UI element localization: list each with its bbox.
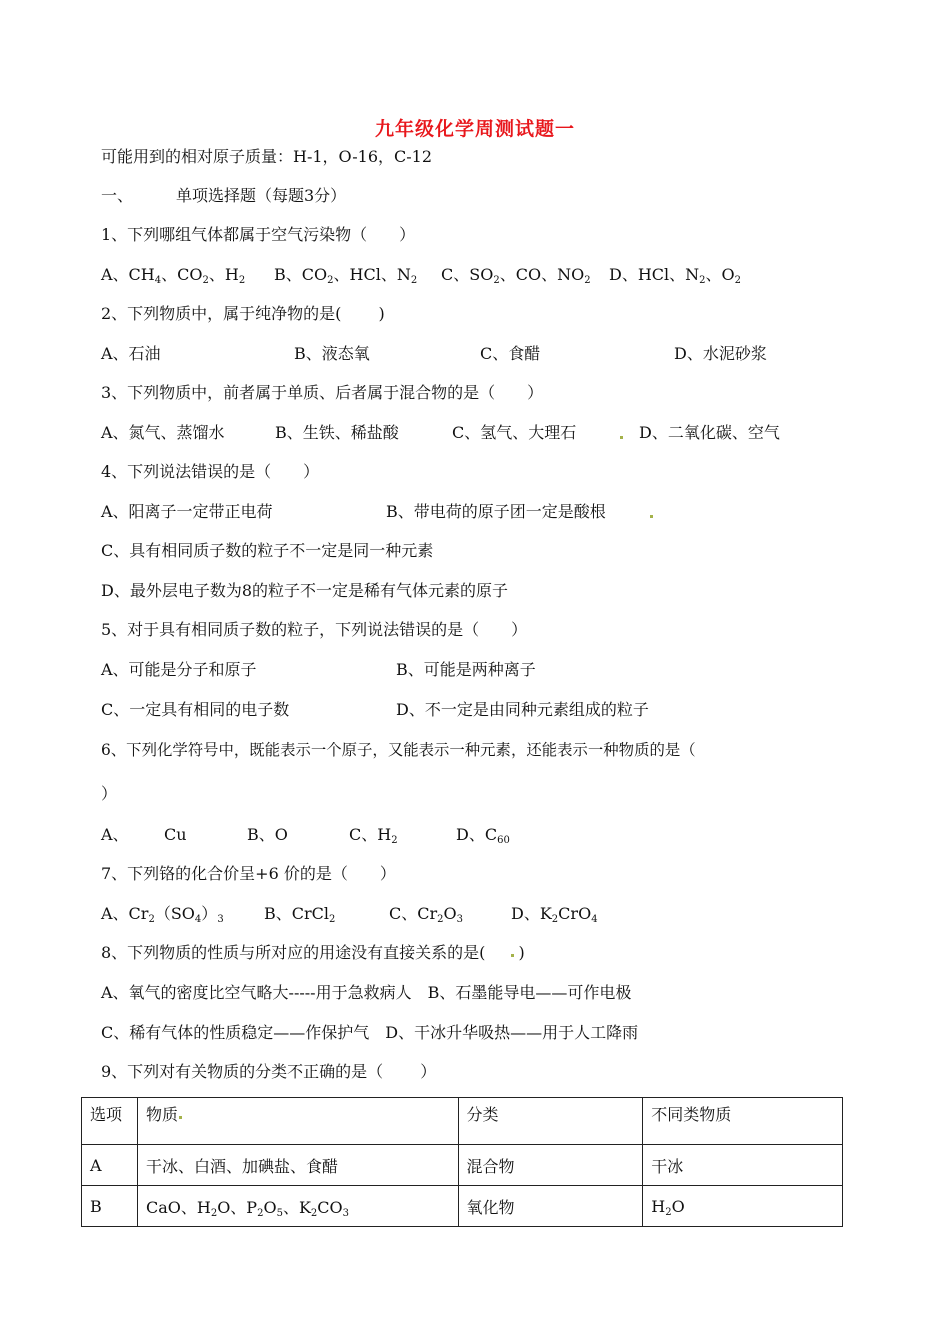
q7-option-c: C、$Cr_2O_3$	[389, 904, 464, 925]
stray-dot	[650, 515, 653, 518]
question-6-stem: 6、下列化学符号中，既能表示一个原子，又能表示一种元素，还能表示一种物质的是（	[101, 741, 696, 759]
question-3-stem: 3、下列物质中，前者属于单质、后者属于混合物的是（ ）	[101, 383, 544, 402]
stray-dot	[511, 954, 514, 957]
row-b-option: B	[82, 1186, 138, 1227]
q7-option-a: A、$Cr_2(SO_4)_3$	[101, 904, 224, 925]
section-heading: 单项选择题（每题3分）	[176, 186, 347, 205]
question-4-stem: 4、下列说法错误的是（ ）	[101, 462, 320, 481]
q5-option-d: D、不一定是由同种元素组成的粒子	[396, 700, 649, 719]
q1-option-b: B、$CO_2$、HCl、$N_2$	[274, 265, 418, 286]
q6-option-c: C、$H_2$	[349, 825, 398, 846]
q3-option-b: B、生铁、稀盐酸	[275, 423, 399, 442]
q1-option-c: C、$SO_2$、CO、$NO_2$	[441, 265, 591, 286]
q7-option-d: D、$K_2CrO_4$	[511, 904, 598, 925]
header-odd-one: 不同类物质	[643, 1098, 843, 1145]
question-5-stem: 5、对于具有相同质子数的粒子，下列说法错误的是（ ）	[101, 620, 528, 639]
q6-option-a: Cu	[164, 825, 187, 844]
q3-option-c: C、氢气、大理石	[452, 423, 577, 442]
question-2-stem: 2、下列物质中，属于纯净物的是( )	[101, 304, 385, 323]
q2-option-a: A、石油	[101, 344, 161, 363]
question-9-stem: 9、下列对有关物质的分类不正确的是（ ）	[101, 1062, 437, 1081]
q6-option-b: B、O	[247, 825, 288, 844]
row-b-odd-one: $H_2O$	[643, 1186, 843, 1227]
q3-option-d: D、二氧化碳、空气	[639, 423, 780, 442]
row-a-category: 混合物	[458, 1145, 643, 1186]
row-a-option: A	[82, 1145, 138, 1186]
stray-dot	[179, 1116, 182, 1119]
q4-option-d: D、最外层电子数为8的粒子不一定是稀有气体元素的原子	[101, 581, 509, 600]
q5-option-a: A、可能是分子和原子	[101, 660, 257, 679]
q1-option-d: D、HCl、$N_2$、$O_2$	[609, 265, 742, 286]
row-a-odd-one: 干冰	[643, 1145, 843, 1186]
table-header-row	[82, 1098, 843, 1145]
q7-option-b: B、CrCl$_2$	[264, 904, 336, 925]
question-7-stem: 7、下列铬的化合价呈+6 价的是（ ）	[101, 864, 396, 883]
q2-option-d: D、水泥砂浆	[674, 344, 767, 363]
q4-option-b: B、带电荷的原子团一定是酸根	[386, 502, 606, 521]
stray-dot	[620, 436, 623, 439]
page-title: 九年级化学周测试题一	[374, 118, 575, 140]
row-a-substances: 干冰、白酒、加碘盐、食醋	[137, 1145, 458, 1186]
row-b-category: 氧化物	[458, 1186, 643, 1227]
q3-option-a: A、氮气、蒸馏水	[101, 423, 225, 442]
question-8-stem: 8、下列物质的性质与所对应的用途没有直接关系的是( )	[101, 943, 525, 962]
q4-option-a: A、阳离子一定带正电荷	[101, 502, 273, 521]
header-substance: 物质	[137, 1098, 458, 1145]
atomic-masses-note: 可能用到的相对原子质量：H-1，O-16，C-12	[101, 147, 433, 166]
q2-option-c: C、食醋	[480, 344, 541, 363]
table-row	[82, 1145, 843, 1186]
question-1-stem: 1、下列哪组气体都属于空气污染物（ ）	[101, 225, 416, 244]
q5-option-b: B、可能是两种离子	[396, 660, 536, 679]
question-6-stem-end: ）	[101, 784, 118, 803]
q5-option-c: C、一定具有相同的电子数	[101, 700, 290, 719]
q8-options-cd: C、稀有气体的性质稳定——作保护气 D、干冰升华吸热——用于人工降雨	[101, 1023, 639, 1042]
header-option: 选项	[82, 1098, 138, 1145]
q4-option-c: C、具有相同质子数的粒子不一定是同一种元素	[101, 541, 434, 560]
row-b-substances: CaO、$H_2O$、$P_2O_5$、$K_2CO_3$	[137, 1186, 458, 1227]
table-row	[82, 1186, 843, 1227]
section-number: 一、	[101, 186, 134, 205]
q2-option-b: B、液态氧	[294, 344, 370, 363]
q9-classification-table	[81, 1097, 843, 1227]
header-category: 分类	[458, 1098, 643, 1145]
q8-options-ab: A、氧气的密度比空气略大-----用于急救病人 B、石墨能导电——可作电极	[101, 983, 632, 1002]
q1-option-a: A、$CH_4$、$CO_2$、$H_2$	[101, 265, 246, 286]
q6-option-d: D、$C_{60}$	[456, 825, 510, 846]
q6-option-a-label: A、	[101, 825, 129, 844]
